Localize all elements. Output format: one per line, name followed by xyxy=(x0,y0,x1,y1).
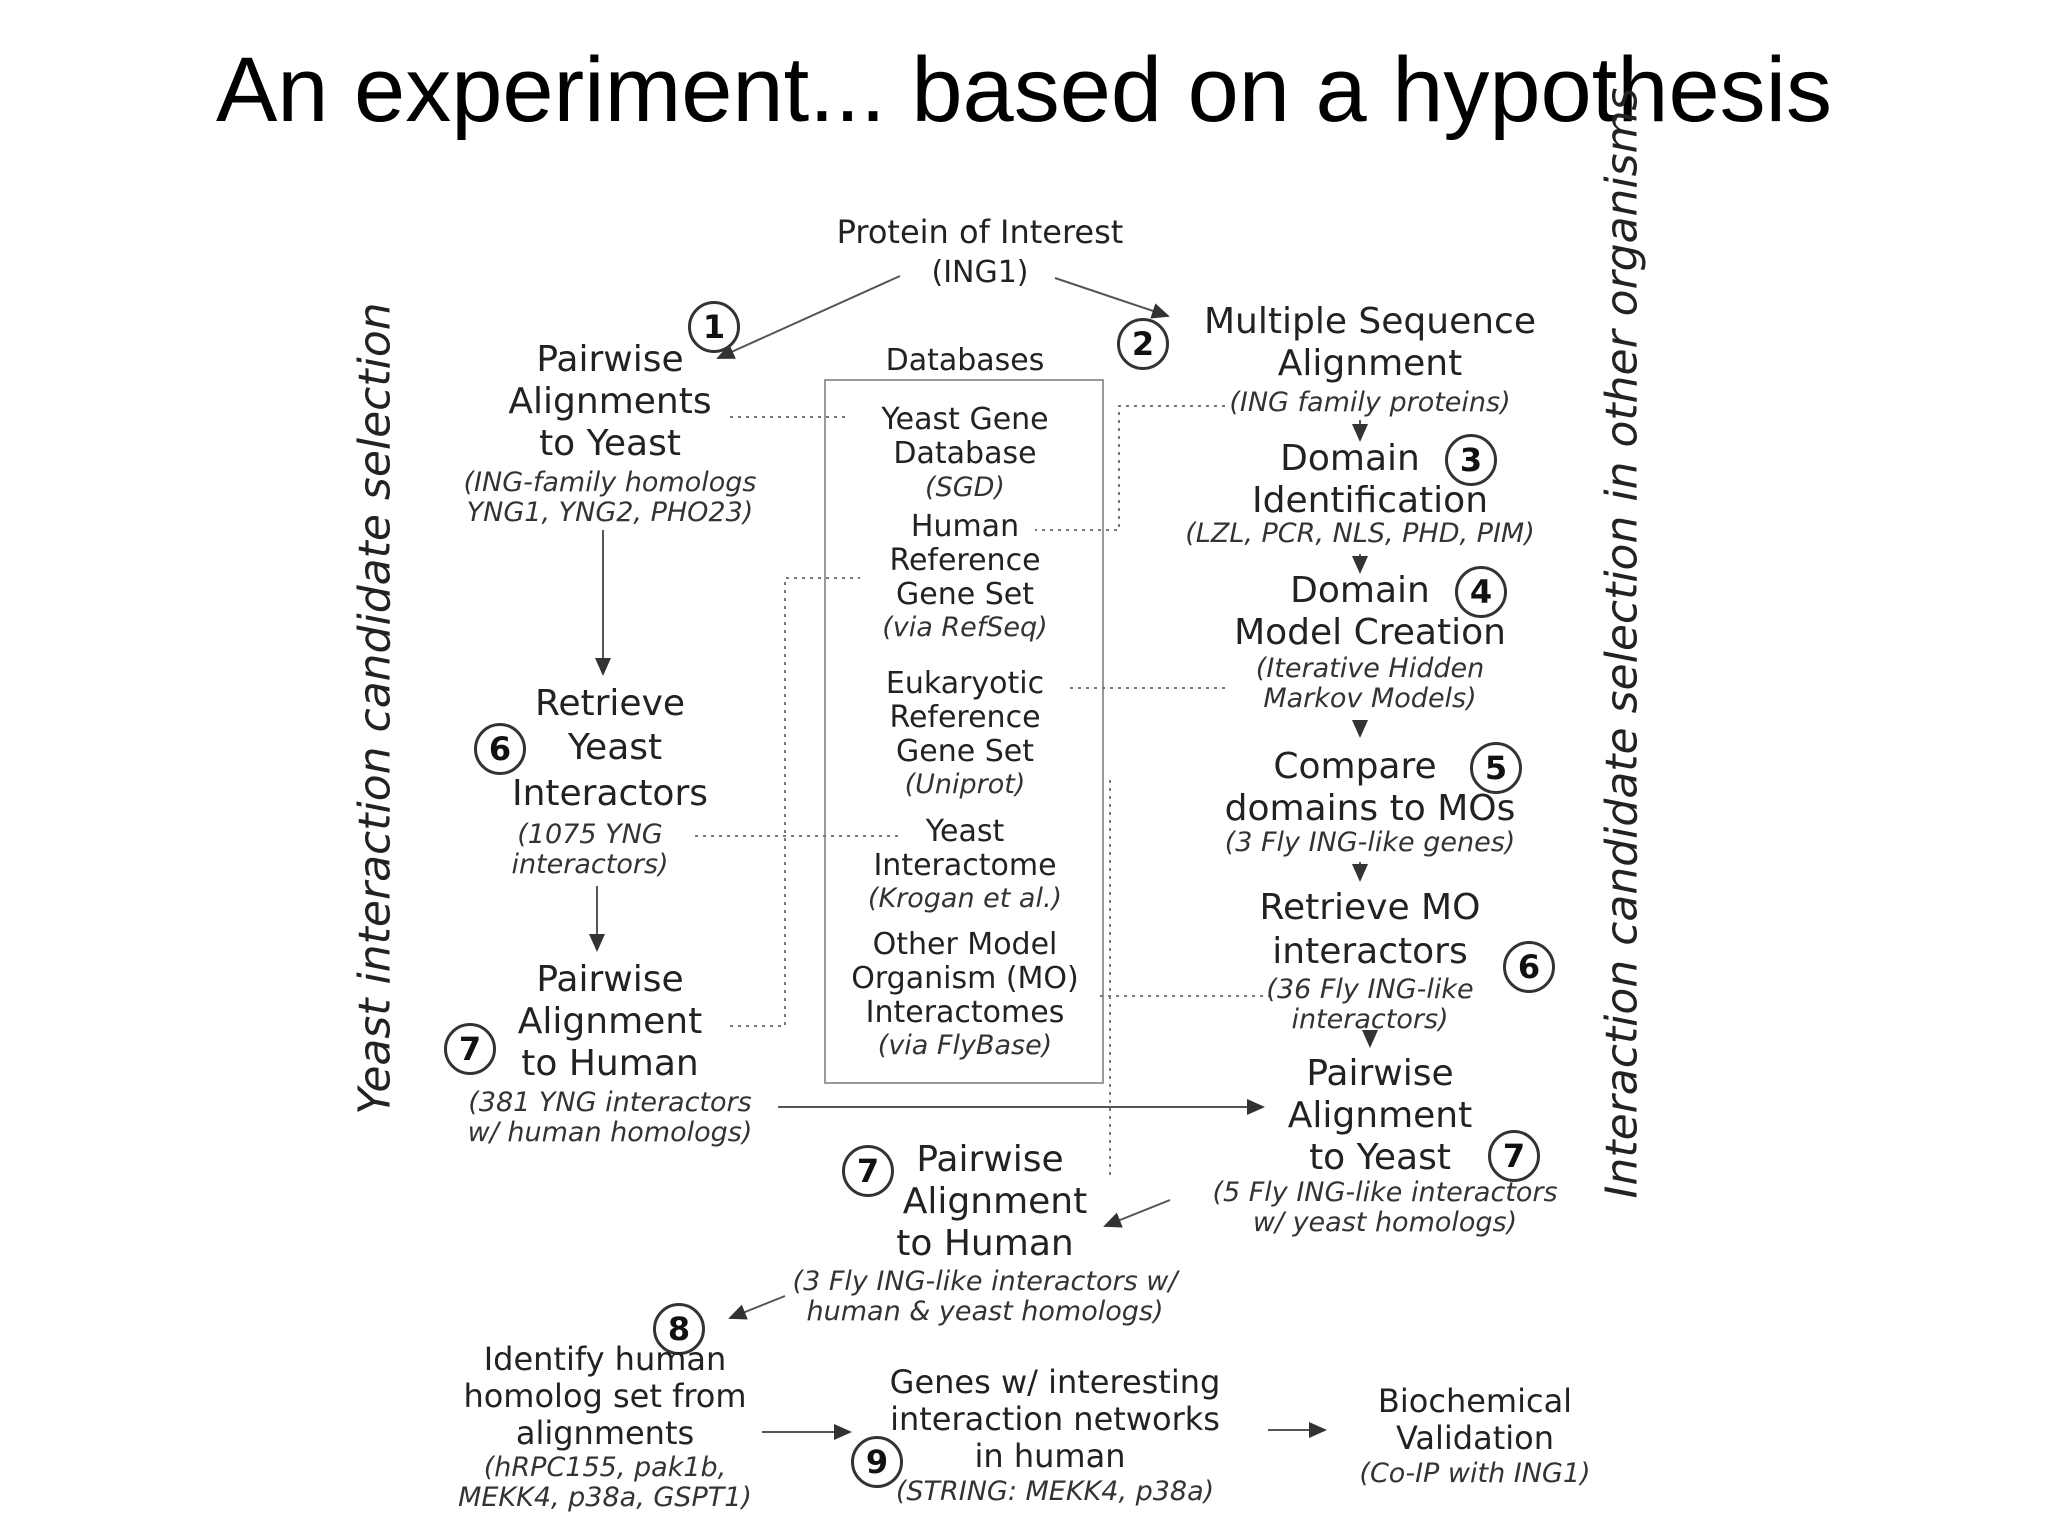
step-4-detail1: (Iterative Hidden xyxy=(1255,653,1485,684)
step-7L-line1: Pairwise xyxy=(536,959,684,1000)
step-7L-line2: Alignment xyxy=(517,1001,703,1042)
step-4-number: 4 xyxy=(1455,566,1507,618)
step-9-line1: Genes w/ interesting xyxy=(889,1363,1221,1401)
step-2-detail1: (ING family proteins) xyxy=(1229,387,1511,418)
step-7R-detail2: w/ yeast homologs) xyxy=(1252,1207,1518,1238)
db-interactome-line2: Interactome xyxy=(873,848,1057,883)
step-5-line1: Compare xyxy=(1273,746,1437,787)
db-mo-line2: Organism (MO) xyxy=(851,961,1079,996)
step-6L-line2: Yeast xyxy=(567,727,663,768)
step-7C-line1: Pairwise xyxy=(916,1139,1064,1180)
step-6L-line3: Interactors xyxy=(511,773,709,814)
db-refseq-line4: (via RefSeq) xyxy=(882,612,1048,643)
step-8-line1: Identify human xyxy=(483,1340,727,1378)
step-7R-line1: Pairwise xyxy=(1306,1053,1454,1094)
db-sgd-line3: (SGD) xyxy=(925,472,1005,503)
protein-sub: (ING1) xyxy=(931,255,1029,290)
step-6L-line1: Retrieve xyxy=(534,683,686,724)
step-3-line1: Domain xyxy=(1280,438,1420,479)
db-uniprot-line2: Reference xyxy=(889,700,1041,735)
db-refseq-line2: Reference xyxy=(889,543,1041,578)
step-7L-detail1: (381 YNG interactors xyxy=(468,1087,752,1118)
step-9-line2: interaction networks xyxy=(890,1400,1220,1438)
step-5-detail1: (3 Fly ING-like genes) xyxy=(1224,827,1516,858)
step-1-line2: Alignments xyxy=(508,381,712,422)
step-6L-detail1: (1075 YNG xyxy=(517,819,663,850)
step-1-number: 1 xyxy=(688,301,740,353)
db-uniprot-line1: Eukaryotic xyxy=(885,666,1045,701)
step-6R-line1: Retrieve MO xyxy=(1259,887,1481,928)
step-5-number: 5 xyxy=(1470,742,1522,794)
db-uniprot-line4: (Uniprot) xyxy=(904,769,1026,800)
side-label-left: Yeast interaction candidate selection xyxy=(349,302,401,1115)
step-7R-detail1: (5 Fly ING-like interactors xyxy=(1212,1177,1558,1208)
db-mo-line1: Other Model xyxy=(872,927,1058,962)
side-label-right: Interaction candidate selection in other organisms xyxy=(1596,87,1648,1199)
step-4-line1: Domain xyxy=(1290,570,1430,611)
step-2-number: 2 xyxy=(1117,318,1169,370)
step-8-detail2: MEKK4, p38a, GSPT1) xyxy=(458,1482,752,1513)
db-mo-line3: Interactomes xyxy=(865,995,1065,1030)
step-6R-detail2: interactors) xyxy=(1291,1004,1449,1035)
db-interactome-line1: Yeast xyxy=(925,814,1005,849)
step-3-line2: Identification xyxy=(1251,480,1489,521)
db-interactome-line3: (Krogan et al.) xyxy=(867,883,1063,914)
step-7R-line3: to Yeast xyxy=(1309,1137,1451,1178)
step-3-number: 3 xyxy=(1445,434,1497,486)
step-7L-number: 7 xyxy=(444,1023,496,1075)
step-7R-number: 7 xyxy=(1488,1130,1540,1182)
step-2-line2: Alignment xyxy=(1277,343,1463,384)
db-refseq-line3: Gene Set xyxy=(896,577,1034,612)
step-6L-detail2: interactors) xyxy=(511,849,669,880)
step-7C-detail1: (3 Fly ING-like interactors w/ xyxy=(792,1266,1178,1297)
step-9-line3: in human xyxy=(974,1437,1126,1475)
step-1-detail1: (ING-family homologs xyxy=(463,467,757,498)
step-9-detail1: (STRING: MEKK4, p38a) xyxy=(895,1476,1215,1507)
db-sgd-line2: Database xyxy=(893,436,1037,471)
step-7C-detail2: human & yeast homologs) xyxy=(806,1296,1164,1327)
step-6R-detail1: (36 Fly ING-like xyxy=(1266,974,1474,1005)
step-7C-line2: Alignment xyxy=(902,1181,1088,1222)
step-4-line2: Model Creation xyxy=(1234,612,1506,653)
slide-title: An experiment... based on a hypothesis xyxy=(215,39,1833,141)
step-6L-number: 6 xyxy=(474,723,526,775)
bio-line2: Validation xyxy=(1395,1419,1554,1457)
step-6R-line2: interactors xyxy=(1272,931,1468,972)
step-1-detail2: YNG1, YNG2, PHO23) xyxy=(466,497,754,528)
step-5-line2: domains to MOs xyxy=(1224,788,1516,829)
step-1-line3: to Yeast xyxy=(539,423,681,464)
step-8-line2: homolog set from xyxy=(463,1377,747,1415)
db-mo-line4: (via FlyBase) xyxy=(877,1030,1053,1061)
protein-title: Protein of Interest xyxy=(836,213,1124,251)
db-refseq-line1: Human xyxy=(910,509,1020,544)
step-7C-line3: to Human xyxy=(896,1223,1074,1264)
step-6R-number: 6 xyxy=(1503,941,1555,993)
step-8-line3: alignments xyxy=(515,1414,695,1452)
step-8-detail1: (hRPC155, pak1b, xyxy=(483,1452,727,1483)
db-sgd-line1: Yeast Gene xyxy=(881,402,1049,437)
step-7C-number: 7 xyxy=(842,1145,894,1197)
databases-header: Databases xyxy=(885,343,1045,378)
step-7R-line2: Alignment xyxy=(1287,1095,1473,1136)
step-7L-detail2: w/ human homologs) xyxy=(467,1117,753,1148)
step-9-number: 9 xyxy=(851,1436,903,1488)
step-7L-line3: to Human xyxy=(521,1043,699,1084)
step-3-detail1: (LZL, PCR, NLS, PHD, PIM) xyxy=(1185,518,1535,549)
bio-detail1: (Co-IP with ING1) xyxy=(1359,1458,1591,1489)
step-4-detail2: Markov Models) xyxy=(1263,683,1477,714)
db-uniprot-line3: Gene Set xyxy=(896,734,1034,769)
step-1-line1: Pairwise xyxy=(536,339,684,380)
bio-line1: Biochemical xyxy=(1377,1382,1573,1420)
step-2-line1: Multiple Sequence xyxy=(1203,301,1536,342)
step-8-number: 8 xyxy=(653,1303,705,1355)
